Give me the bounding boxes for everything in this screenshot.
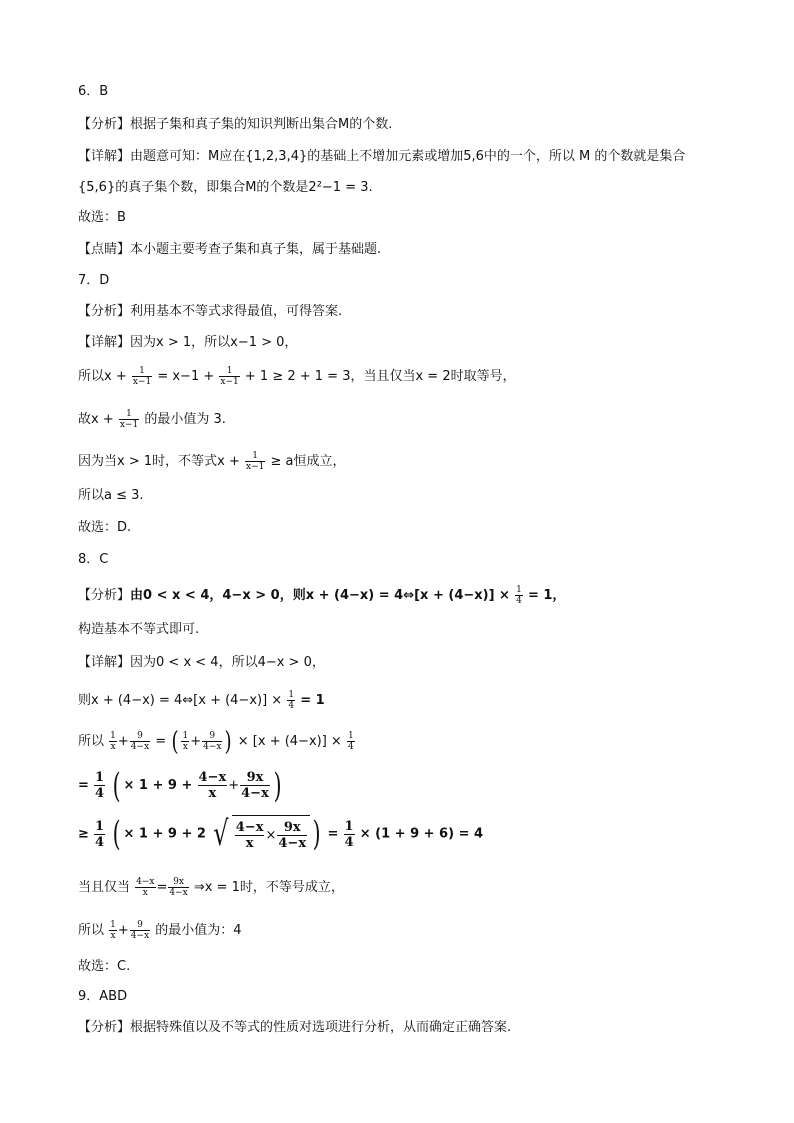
q6-detail-line1: 【详解】由题意可知：M应在{1,2,3,4}的基础上不增加元素或增加5,6中的一个，所以 M 的个数就是集合 [78, 149, 686, 164]
q7-detail-line5: 所以a ≤ 3. [78, 488, 144, 503]
q9-heading: 9．ABD [78, 989, 128, 1004]
q6-heading: 6．B [78, 84, 109, 99]
q8-analysis-line2: 构造基本不等式即可. [78, 622, 200, 637]
fraction-one-quarter: $\frac{1}{4}$ [516, 585, 522, 606]
square-root: √ $\frac{4-x}{x}$ × $\frac{9x}{4-x}$ [210, 815, 310, 853]
analysis-text: 根据子集和真子集的知识判断出集合M的个数. [130, 117, 393, 132]
detail-tag: 【详解】 [78, 149, 131, 164]
q8-answer: 故选：C. [78, 959, 131, 974]
q8-detail-line2: 则x + (4−x) = 4⇔[x + (4−x)] × $\frac{1}{4}$ = 1 [78, 690, 325, 711]
q7-detail-line3: 故x + $\frac{1}{x-1}$ 的最小值为 3. [78, 409, 226, 430]
q8-detail-line7: 所以 $\frac{1}{x}$ + $\frac{9}{4-x}$ 的最小值为：4 [78, 920, 242, 941]
q8-detail-line6: 当且仅当 $\frac{4-x}{x}$ = $\frac{9x}{4-x}$ ⇒x = 1时，不等号成立， [78, 877, 344, 898]
fraction: $\frac{1}{x-1}$ [245, 451, 265, 472]
fraction: $\frac{1}{x-1}$ [132, 366, 152, 387]
q7-detail-line1: 【详解】因为x > 1，所以x−1 > 0， [78, 335, 298, 350]
fraction: $\frac{1}{x-1}$ [220, 366, 239, 387]
q8-heading: 8．C [78, 552, 109, 567]
q6-detail-line2: {5,6}的真子集个数，即集合M的个数是2²−1 = 3. [78, 180, 373, 195]
q7-answer: 故选：D. [78, 520, 132, 535]
q7-detail-line4: 因为当x > 1时，不等式x + $\frac{1}{x-1}$ ≥ a恒成立， [78, 451, 346, 472]
q8-analysis-line1: 【分析】由0 < x < 4，4−x > 0，则x + (4−x) = 4⇔[x + (4−x)] × $\frac{1}{4}$ = 1， [78, 585, 566, 606]
q6-comment: 【点睛】本小题主要考查子集和真子集，属于基础题. [78, 242, 382, 257]
q8-detail-line5: ≥ $\frac{1}{4}$ ( × 1 + 9 + 2 √ $\frac{4-x}{x}$ × $\frac{9x}{4-x}$ ) = $\frac{1}{4}$ × (1 + 9 + 6) = 4 [78, 814, 484, 854]
q8-detail-line4: = $\frac{1}{4}$ ( × 1 + 9 + $\frac{4-x}{x}$ + $\frac{9x}{4-x}$ ) [78, 765, 282, 806]
fraction: $\frac{1}{x-1}$ [119, 409, 139, 430]
analysis-tag: 【分析】 [78, 117, 131, 132]
fraction-one-quarter: $\frac{1}{4}$ [288, 690, 295, 711]
q8-detail-line1: 【详解】因为0 < x < 4，所以4−x > 0， [78, 655, 325, 670]
q6-analysis [78, 115, 754, 135]
q7-detail-line2: 所以x + $\frac{1}{x-1}$ = x−1 + $\frac{1}{x-1}$ + 1 ≥ 2 + 1 = 3，当且仅当x = 2时取等号， [78, 366, 516, 387]
q7-heading: 7．D [78, 273, 110, 288]
q8-detail-line3: 所以 $\frac{1}{x}$ + $\frac{9}{4-x}$ = ( $\frac{1}{x}$ + $\frac{9}{4-x}$ ) × [x + (4−x)] × $\frac{1}{4}$ [78, 726, 354, 757]
comment-tag: 【点睛】 [78, 242, 131, 257]
q7-analysis: 【分析】利用基本不等式求得最值，可得答案. [78, 304, 343, 319]
q6-answer: 故选：B [78, 210, 126, 225]
q9-analysis: 【分析】根据特殊值以及不等式的性质对选项进行分析，从而确定正确答案. [78, 1020, 512, 1035]
